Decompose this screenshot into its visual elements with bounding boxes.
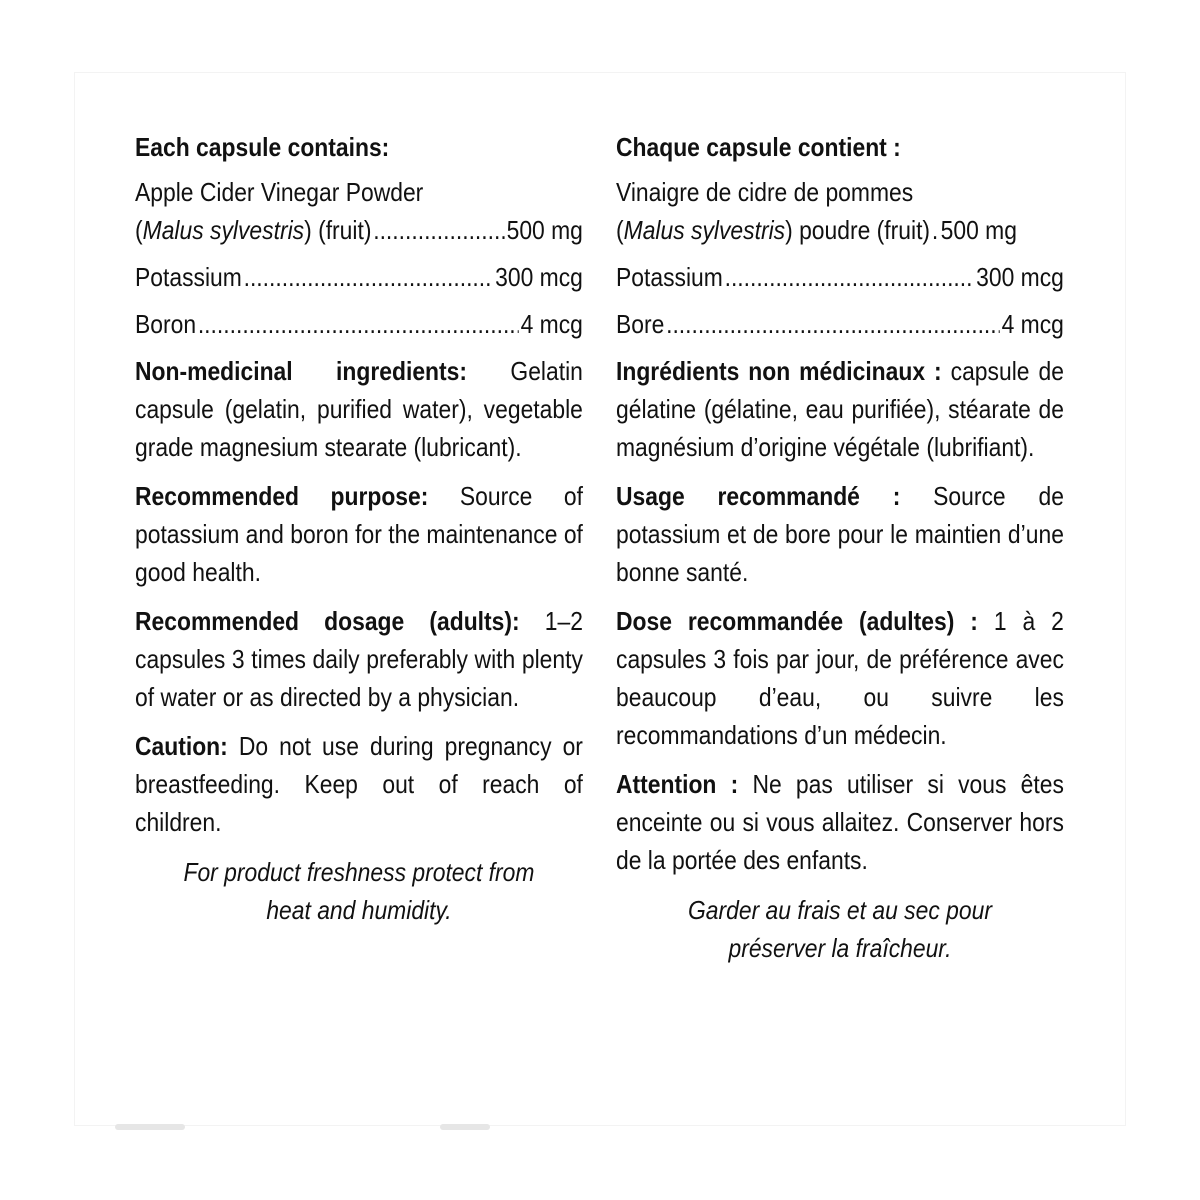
ingredient-name: Apple Cider Vinegar Powder — [135, 177, 424, 207]
contents-heading: Each capsule contains: — [135, 132, 390, 162]
ingredient-amount: 300 mcg — [495, 262, 583, 292]
leader-dots — [373, 211, 505, 249]
ingredient-name: Bore — [616, 309, 665, 339]
ingredient-amount: 4 mcg — [520, 309, 583, 339]
recommended-dosage: Recommended dosage (adults): 1–2 capsules 3 times daily preferably with plenty of water or as directed by a physician. — [135, 606, 583, 712]
contents-heading: Chaque capsule contient : — [616, 132, 901, 162]
ingredient-row — [135, 258, 583, 296]
leader-dots — [932, 211, 939, 249]
leader-dots — [244, 258, 494, 296]
freshness-note: For product freshness protect from heat and humidity. — [183, 857, 535, 925]
french-column — [616, 128, 1064, 967]
ingredient-row — [616, 305, 1064, 343]
recommended-dosage: Dose recommandée (adultes) : 1 à 2 capsules 3 fois par jour, de préférence avec beaucoup d’eau, ou suivre les recommandations d’un médecin. — [616, 606, 1064, 750]
ingredient-row — [135, 305, 583, 343]
ingredient-row — [616, 258, 1064, 296]
latin-name: Malus sylvestris — [142, 215, 305, 245]
freshness-note: Garder au frais et au sec pour préserver la fraîcheur. — [687, 895, 992, 963]
latin-name: Malus sylvestris — [623, 215, 786, 245]
non-medicinal-ingredients: Ingrédients non médicinaux : capsule de gélatine (gélatine, eau purifiée), stéarate de magnésium d’origine végétale (lubrifiant). — [616, 356, 1064, 462]
ingredient-row: Vinaigre de cidre de pommes (Malus sylvestris) poudre (fruit) ..... 500 mg — [616, 173, 1064, 249]
ingredient-amount: 500 mg — [940, 215, 1017, 245]
ingredient-amount: 300 mcg — [976, 262, 1064, 292]
ingredient-row: Apple Cider Vinegar Powder (Malus sylvestris) (fruit) ..... 500 mg — [135, 173, 583, 249]
leader-dots — [198, 305, 519, 343]
ingredient-amount: 4 mcg — [1001, 309, 1064, 339]
caution: Attention : Ne pas utiliser si vous êtes enceinte ou si vous allaitez. Conserver hors de la portée des enfants. — [616, 769, 1064, 875]
ingredient-amount: 500 mg — [506, 215, 583, 245]
caution: Caution: Do not use during pregnancy or breastfeeding. Keep out of reach of children. — [135, 731, 583, 837]
recommended-purpose: Recommended purpose: Source of potassium and boron for the maintenance of good health. — [135, 481, 583, 587]
english-column — [135, 128, 583, 929]
ingredient-name: Potassium — [616, 262, 723, 292]
ingredient-name: Boron — [135, 309, 197, 339]
ingredient-name: Potassium — [135, 262, 242, 292]
edge-mark — [115, 1124, 185, 1130]
recommended-purpose: Usage recommandé : Source de potassium et de bore pour le maintien d’une bonne santé. — [616, 481, 1064, 587]
leader-dots — [666, 305, 1000, 343]
edge-mark — [440, 1124, 490, 1130]
non-medicinal-ingredients: Non-medicinal ingredients: Gelatin capsule (gelatin, purified water), vegetable grade magnesium stearate (lubricant). — [135, 356, 583, 462]
ingredient-name: Vinaigre de cidre de pommes — [616, 177, 914, 207]
leader-dots — [725, 258, 975, 296]
